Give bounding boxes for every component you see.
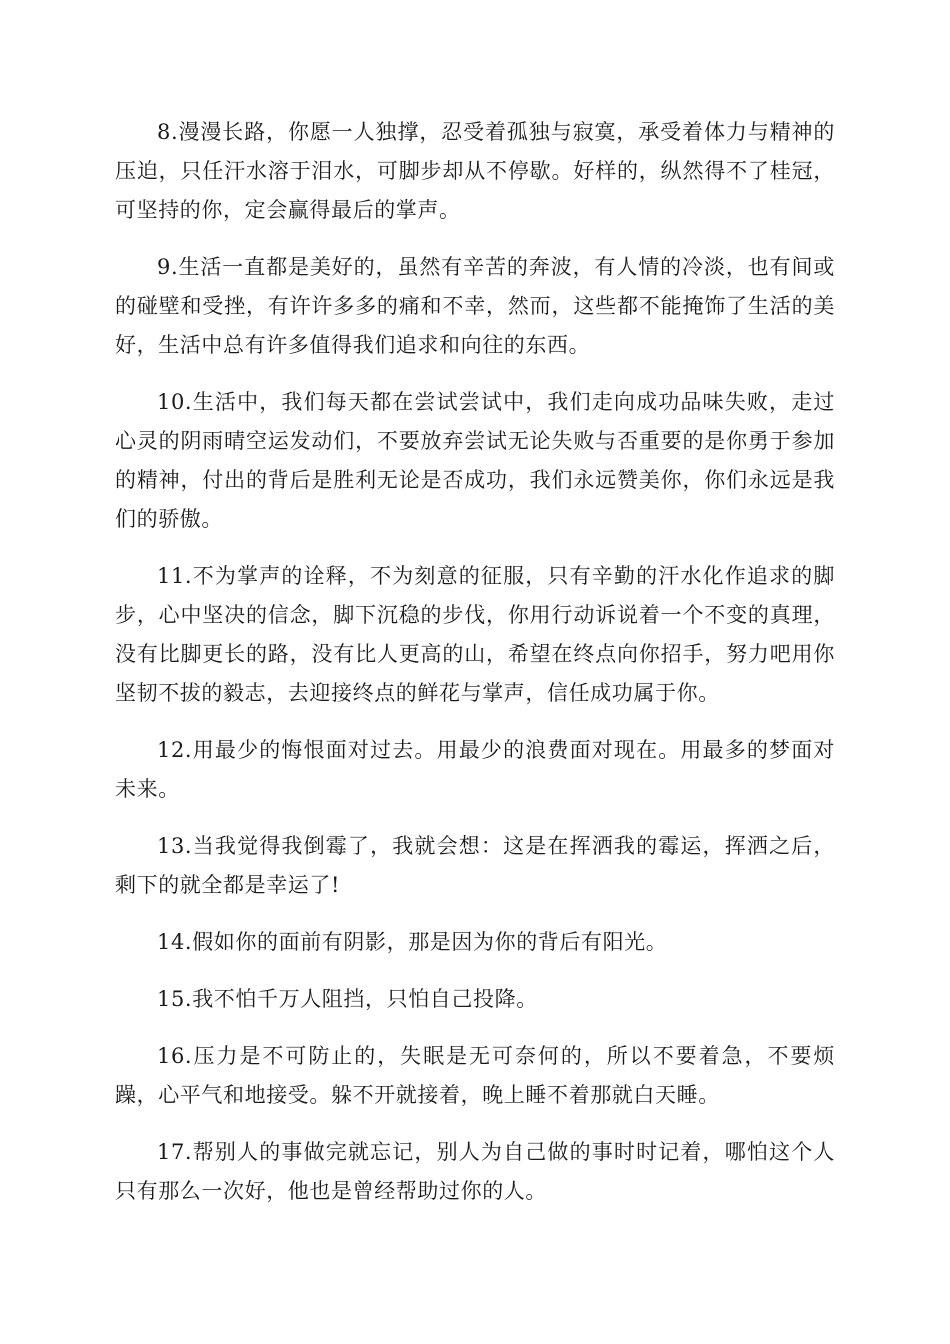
document-body (115, 113, 835, 1229)
paragraph-10: 10.生活中，我们每天都在尝试尝试中，我们走向成功品味失败，走过心灵的阴雨晴空运发动们，不要放弃尝试无论失败与否重要的是你勇于参加的精神，付出的背后是胜利无论是否成功，我们永远赞美你，你们永远是我们的骄傲。 (115, 390, 835, 531)
paragraph-11: 11.不为掌声的诠释，不为刻意的征服，只有辛勤的汗水化作追求的脚步，心中坚决的信念，脚下沉稳的步伐，你用行动诉说着一个不变的真理，没有比脚更长的路，没有比人更高的山，希望在终点向你招手，努力吧用你坚韧不拔的毅志，去迎接终点的鲜花与掌声，信任成功属于你。 (115, 564, 835, 705)
paragraph-14: 14.假如你的面前有阴影，那是因为你的背后有阳光。 (157, 930, 668, 954)
paragraph-17: 17.帮别人的事做完就忘记，别人为自己做的事时时记着，哪怕这个人只有那么一次好，他也是曾经帮助过你的人。 (115, 1140, 835, 1203)
paragraph-16: 16.压力是不可防止的，失眠是无可奈何的，所以不要着急，不要烦躁，心平气和地接受。躲不开就接着，晚上睡不着那就白天睡。 (115, 1044, 835, 1107)
paragraph-12: 12.用最少的悔恨面对过去。用最少的浪费面对现在。用最多的梦面对未来。 (115, 738, 835, 801)
paragraph-9: 9.生活一直都是美好的，虽然有辛苦的奔波，有人情的冷淡，也有间或的碰壁和受挫，有许许多多的痛和不幸，然而，这些都不能掩饰了生活的美好，生活中总有许多值得我们追求和向往的东西。 (115, 255, 835, 357)
paragraph-13: 13.当我觉得我倒霉了，我就会想：这是在挥洒我的霉运，挥洒之后，剩下的就全都是幸运了! (115, 834, 835, 897)
paragraph-15: 15.我不怕千万人阻挡，只怕自己投降。 (157, 987, 538, 1011)
paragraph-8: 8.漫漫长路，你愿一人独撑，忍受着孤独与寂寞，承受着体力与精神的压迫，只任汗水溶于泪水，可脚步却从不停歇。好样的，纵然得不了桂冠，可坚持的你，定会赢得最后的掌声。 (115, 120, 835, 222)
